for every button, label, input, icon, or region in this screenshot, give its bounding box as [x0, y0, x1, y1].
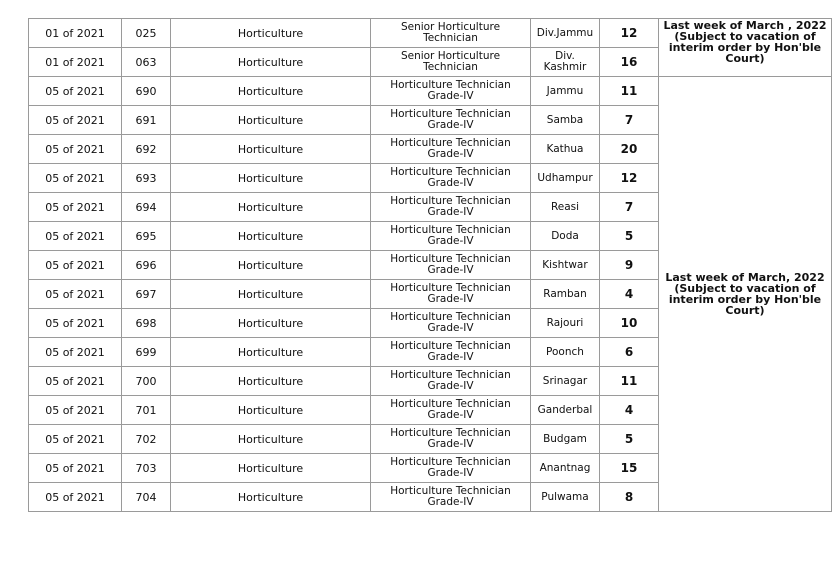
department-cell: Horticulture [171, 19, 371, 48]
department-cell: Horticulture [171, 164, 371, 193]
table-row [29, 77, 832, 106]
advt-number-cell: 01 of 2021 [29, 19, 122, 48]
district-cell: Udhampur [531, 164, 600, 193]
department-cell: Horticulture [171, 222, 371, 251]
department-cell: Horticulture [171, 193, 371, 222]
posts-count-cell: 6 [600, 338, 659, 367]
post-name-cell: Horticulture Technician Grade-IV [371, 251, 531, 280]
item-number-cell: 702 [122, 425, 171, 454]
department-cell: Horticulture [171, 106, 371, 135]
advt-number-cell: 05 of 2021 [29, 193, 122, 222]
table-row [29, 19, 832, 48]
item-number-cell: 699 [122, 338, 171, 367]
posts-count-cell: 7 [600, 106, 659, 135]
department-cell: Horticulture [171, 135, 371, 164]
advt-number-cell: 05 of 2021 [29, 77, 122, 106]
posts-count-cell: 4 [600, 396, 659, 425]
item-number-cell: 694 [122, 193, 171, 222]
district-cell: Doda [531, 222, 600, 251]
posts-count-cell: 11 [600, 77, 659, 106]
advt-number-cell: 05 of 2021 [29, 425, 122, 454]
department-cell: Horticulture [171, 396, 371, 425]
post-name-cell: Senior Horticulture Technician [371, 48, 531, 77]
posts-count-cell: 5 [600, 425, 659, 454]
advt-number-cell: 05 of 2021 [29, 222, 122, 251]
posts-count-cell: 12 [600, 19, 659, 48]
posts-count-cell: 9 [600, 251, 659, 280]
advt-number-cell: 01 of 2021 [29, 48, 122, 77]
district-cell: Rajouri [531, 309, 600, 338]
post-name-cell: Senior Horticulture Technician [371, 19, 531, 48]
recruitment-schedule-table [28, 18, 832, 512]
posts-count-cell: 5 [600, 222, 659, 251]
item-number-cell: 692 [122, 135, 171, 164]
posts-count-cell: 11 [600, 367, 659, 396]
advt-number-cell: 05 of 2021 [29, 454, 122, 483]
posts-count-cell: 4 [600, 280, 659, 309]
post-name-cell: Horticulture Technician Grade-IV [371, 222, 531, 251]
posts-count-cell: 20 [600, 135, 659, 164]
district-cell: Kathua [531, 135, 600, 164]
post-name-cell: Horticulture Technician Grade-IV [371, 106, 531, 135]
item-number-cell: 698 [122, 309, 171, 338]
item-number-cell: 025 [122, 19, 171, 48]
district-cell: Ganderbal [531, 396, 600, 425]
posts-count-cell: 8 [600, 483, 659, 512]
department-cell: Horticulture [171, 367, 371, 396]
department-cell: Horticulture [171, 425, 371, 454]
advt-number-cell: 05 of 2021 [29, 483, 122, 512]
posts-count-cell: 16 [600, 48, 659, 77]
posts-count-cell: 12 [600, 164, 659, 193]
district-cell: Samba [531, 106, 600, 135]
post-name-cell: Horticulture Technician Grade-IV [371, 77, 531, 106]
advt-number-cell: 05 of 2021 [29, 280, 122, 309]
department-cell: Horticulture [171, 77, 371, 106]
post-name-cell: Horticulture Technician Grade-IV [371, 338, 531, 367]
department-cell: Horticulture [171, 483, 371, 512]
post-name-cell: Horticulture Technician Grade-IV [371, 193, 531, 222]
advt-number-cell: 05 of 2021 [29, 338, 122, 367]
post-name-cell: Horticulture Technician Grade-IV [371, 483, 531, 512]
post-name-cell: Horticulture Technician Grade-IV [371, 135, 531, 164]
department-cell: Horticulture [171, 309, 371, 338]
tentative-schedule-cell: Last week of March , 2022 (Subject to vacation of interim order by Hon'ble Court) [659, 19, 832, 77]
item-number-cell: 696 [122, 251, 171, 280]
post-name-cell: Horticulture Technician Grade-IV [371, 164, 531, 193]
item-number-cell: 701 [122, 396, 171, 425]
district-cell: Jammu [531, 77, 600, 106]
advt-number-cell: 05 of 2021 [29, 135, 122, 164]
district-cell: Div.Jammu [531, 19, 600, 48]
post-name-cell: Horticulture Technician Grade-IV [371, 454, 531, 483]
advt-number-cell: 05 of 2021 [29, 309, 122, 338]
post-name-cell: Horticulture Technician Grade-IV [371, 280, 531, 309]
department-cell: Horticulture [171, 454, 371, 483]
item-number-cell: 700 [122, 367, 171, 396]
table-body [29, 19, 832, 512]
department-cell: Horticulture [171, 251, 371, 280]
tentative-schedule-cell: Last week of March, 2022 (Subject to vacation of interim order by Hon'ble Court) [659, 77, 832, 512]
district-cell: Budgam [531, 425, 600, 454]
district-cell: Anantnag [531, 454, 600, 483]
district-cell: Reasi [531, 193, 600, 222]
district-cell: Kishtwar [531, 251, 600, 280]
post-name-cell: Horticulture Technician Grade-IV [371, 425, 531, 454]
advt-number-cell: 05 of 2021 [29, 367, 122, 396]
item-number-cell: 690 [122, 77, 171, 106]
item-number-cell: 703 [122, 454, 171, 483]
advt-number-cell: 05 of 2021 [29, 396, 122, 425]
posts-count-cell: 10 [600, 309, 659, 338]
department-cell: Horticulture [171, 338, 371, 367]
post-name-cell: Horticulture Technician Grade-IV [371, 309, 531, 338]
posts-count-cell: 15 [600, 454, 659, 483]
item-number-cell: 693 [122, 164, 171, 193]
item-number-cell: 704 [122, 483, 171, 512]
advt-number-cell: 05 of 2021 [29, 164, 122, 193]
advt-number-cell: 05 of 2021 [29, 251, 122, 280]
department-cell: Horticulture [171, 48, 371, 77]
district-cell: Poonch [531, 338, 600, 367]
posts-count-cell: 7 [600, 193, 659, 222]
department-cell: Horticulture [171, 280, 371, 309]
post-name-cell: Horticulture Technician Grade-IV [371, 367, 531, 396]
district-cell: Srinagar [531, 367, 600, 396]
post-name-cell: Horticulture Technician Grade-IV [371, 396, 531, 425]
district-cell: Ramban [531, 280, 600, 309]
district-cell: Pulwama [531, 483, 600, 512]
item-number-cell: 063 [122, 48, 171, 77]
advt-number-cell: 05 of 2021 [29, 106, 122, 135]
item-number-cell: 691 [122, 106, 171, 135]
district-cell: Div. Kashmir [531, 48, 600, 77]
item-number-cell: 697 [122, 280, 171, 309]
page [28, 18, 831, 512]
item-number-cell: 695 [122, 222, 171, 251]
